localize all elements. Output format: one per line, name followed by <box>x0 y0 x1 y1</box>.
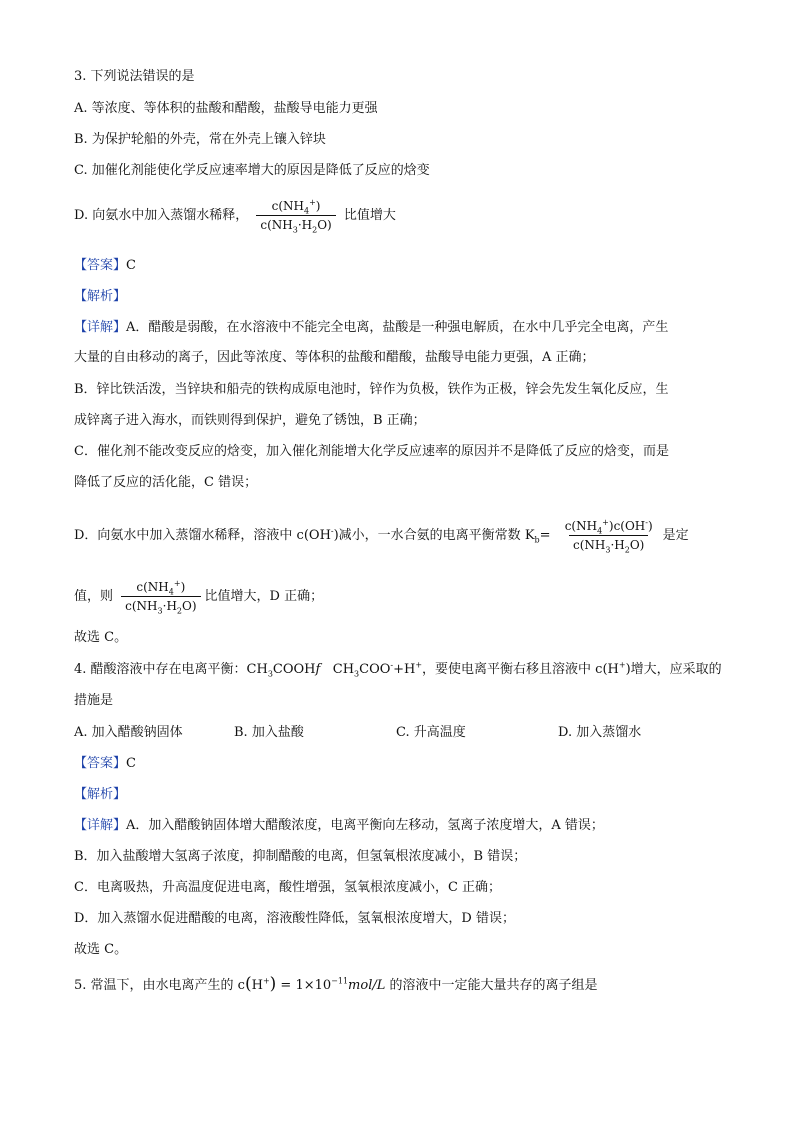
q3-explanation-c-1: C．催化剂不能改变反应的焓变，加入催化剂能增大化学反应速率的原因并不是降低了反应的焓变，而是 <box>74 444 669 459</box>
q5-stem: 5. 常温下，由水电离产生的 $c(H^+) = 1\times 10^{-11}mol/L$ 的溶液中一定能大量共存的离子组是 <box>74 974 598 994</box>
q3-conclusion: 故选 C。 <box>74 630 128 645</box>
q3-option-b: B. 为保护轮船的外壳，常在外壳上镶入锌块 <box>74 132 326 147</box>
q3-explanation-d-1: D．向氨水中加入蒸馏水稀释，溶液中 c(OH-)减小，一水合氨的电离平衡常数 $K_b=$ $\frac{c(NH_4^+)c(OH^-)}{c(NH_3\cdot H_2O)}$ 是定 <box>74 518 689 555</box>
q3-option-c: C. 加催化剂能使化学反应速率增大的原因是降低了反应的焓变 <box>74 163 430 178</box>
q4-stem-1: 4. 醋酸溶液中存在电离平衡：$CH_3COOHf$ $CH_3COO^-+H^+$，要使电离平衡右移且溶液中 c(H+)增大，应采取的 <box>74 660 722 679</box>
ratio-fraction <box>256 198 335 235</box>
fraction-denominator: $c(NH_3\cdot H_2O)$ <box>256 215 335 232</box>
q4-conclusion: 故选 C。 <box>74 942 128 957</box>
q4-stem-2: 措施是 <box>74 693 114 708</box>
q3-explanation-a-2: 大量的自由移动的离子，因此等浓度、等体积的盐酸和醋酸，盐酸导电能力更强，A 正确； <box>74 350 595 365</box>
q4-option-d: D. 加入蒸馏水 <box>558 725 642 740</box>
answer-tag: 【答案】 <box>74 258 127 273</box>
ratio-fraction-2: $\frac{c(NH_4^+)}{c(NH_3\cdot H_2O)}$ <box>121 580 200 613</box>
q3-explanation-d-2: 值，则 $\frac{c(NH_4^+)}{c(NH_3\cdot H_2O)}$ 比值增大，D 正确； <box>74 579 324 616</box>
q3-explanation-b-2: 成锌离子进入海水，而铁则得到保护，避免了锈蚀，B 正确； <box>74 413 426 428</box>
q3-analysis-tag: 【解析】 <box>74 289 127 304</box>
q3-option-a: A. 等浓度、等体积的盐酸和醋酸，盐酸导电能力更强 <box>74 101 378 116</box>
q4-analysis-tag: 【解析】 <box>74 787 127 802</box>
fraction-numerator: $c(NH_4^+)$ <box>271 198 321 216</box>
q3-option-d-prefix: D. 向氨水中加入蒸馏水稀释， <box>74 208 249 223</box>
q3-option-d-suffix: 比值增大 <box>343 208 396 223</box>
q3-stem: 3. 下列说法错误的是 <box>74 69 195 84</box>
q4-option-a: A. 加入醋酸钠固体 <box>74 725 183 740</box>
q3-option-d <box>74 198 396 235</box>
detail-tag: 【详解】 <box>74 320 127 335</box>
q4-explanation-d: D．加入蒸馏水促进醋酸的电离，溶液酸性降低，氢氧根浓度增大，D 错误； <box>74 911 515 926</box>
kb-denominator: $c(NH_3\cdot H_2O)$ <box>569 535 648 552</box>
q3-explanation-c-2: 降低了反应的活化能，C 错误； <box>74 475 258 490</box>
q4-explanation-c: C．电离吸热，升高温度促进电离，酸性增强，氢氧根浓度减小，C 正确； <box>74 880 502 895</box>
kb-numerator: $c(NH_4^+)c(OH^-)$ <box>564 518 653 536</box>
q3-explanation-b-1: B．锌比铁活泼，当锌块和船壳的铁构成原电池时，锌作为负极，铁作为正极，锌会先发生氧化反应，生 <box>74 382 669 397</box>
q4-option-c: C. 升高温度 <box>396 725 466 740</box>
q4-explanation-a: 【详解】A．加入醋酸钠固体增大醋酸浓度，电离平衡向左移动，氢离子浓度增大，A 错误； <box>74 818 604 833</box>
q4-explanation-b: B．加入盐酸增大氢离子浓度，抑制醋酸的电离，但氢氧根浓度减小，B 错误； <box>74 849 527 864</box>
q3-explanation-a-1: 【详解】A．醋酸是弱酸，在水溶液中不能完全电离，盐酸是一种强电解质，在水中几乎完全电离，产生 <box>74 320 669 335</box>
q4-answer: 【答案】C <box>74 756 136 771</box>
kb-fraction <box>559 518 659 555</box>
q3-answer: 【答案】C <box>74 258 136 273</box>
q4-option-b: B. 加入盐酸 <box>234 725 304 740</box>
